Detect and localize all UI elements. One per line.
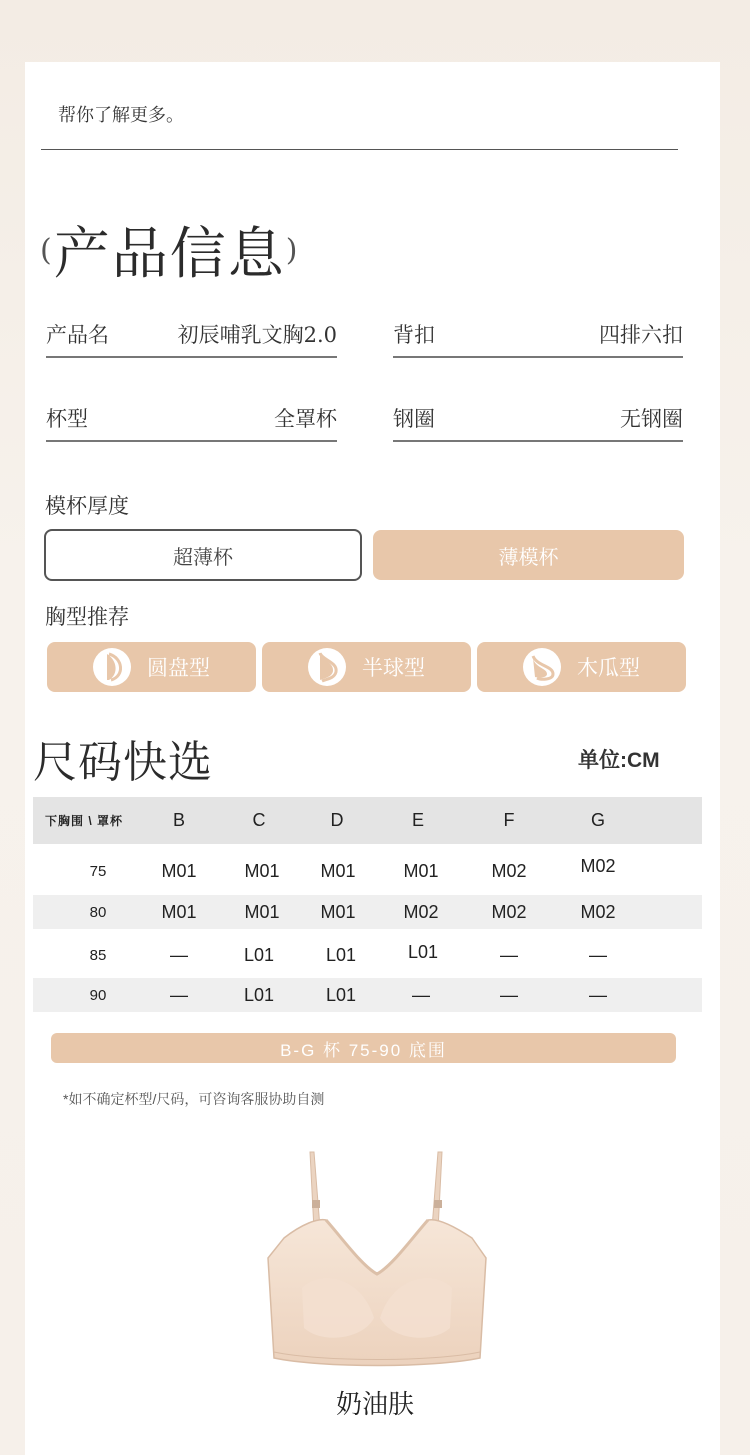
size-cell: M01 <box>161 860 197 881</box>
info-underwire <box>393 402 683 442</box>
size-cell: M01 <box>320 860 356 881</box>
band-label: 75 <box>89 862 107 880</box>
shape-label: 木瓜型 <box>577 656 640 680</box>
size-cell: M01 <box>320 901 356 922</box>
size-cell: — <box>589 984 607 1005</box>
size-cell: M02 <box>580 901 616 922</box>
heading-paren-open: ( <box>40 232 54 268</box>
breast-shape-label: 胸型推荐 <box>45 605 129 629</box>
cup-header: F <box>503 810 515 830</box>
shape-hemisphere[interactable] <box>262 642 471 692</box>
round-breast-icon <box>93 648 131 686</box>
size-cell: — <box>500 984 518 1005</box>
info-label: 杯型 <box>46 407 88 431</box>
thickness-label: 模杯厚度 <box>45 494 129 518</box>
size-cell: L01 <box>243 984 275 1005</box>
table-corner-header: 下胸围 \ 罩杯 <box>45 814 124 828</box>
info-value: 无钢圈 <box>620 407 683 431</box>
size-cell: M01 <box>244 860 280 881</box>
size-cell: M02 <box>491 901 527 922</box>
cup-header: E <box>411 810 424 830</box>
cup-header: G <box>590 810 605 830</box>
size-cell: — <box>412 984 430 1005</box>
size-range-bar: B-G 杯 75-90 底围 <box>51 1033 676 1063</box>
shape-label: 圆盘型 <box>147 656 210 680</box>
hemisphere-breast-icon <box>308 648 346 686</box>
info-back-clasp <box>393 318 683 358</box>
size-table-header <box>33 797 702 844</box>
heading-paren-close: ) <box>285 232 300 268</box>
band-label: 80 <box>89 903 107 921</box>
thickness-option-thin[interactable]: 薄模杯 <box>373 530 684 580</box>
size-cell: — <box>170 984 188 1005</box>
info-label: 钢圈 <box>393 407 435 431</box>
size-guide-title: 尺码快选 <box>33 737 213 788</box>
size-cell: M02 <box>491 860 527 881</box>
size-cell: L01 <box>325 944 357 965</box>
table-row <box>33 978 702 1012</box>
size-cell: L01 <box>325 984 357 1005</box>
size-cell: M02 <box>580 856 616 876</box>
divider <box>41 149 678 150</box>
info-label: 产品名 <box>46 323 109 347</box>
info-value: 四排六扣 <box>599 323 683 347</box>
info-cup-type <box>46 402 337 442</box>
size-cell: — <box>170 944 188 965</box>
table-row <box>33 852 702 890</box>
unit-label: 单位:CM <box>578 749 660 772</box>
info-product-name <box>46 318 337 358</box>
size-cell: L01 <box>407 942 439 962</box>
size-help-note: *如不确定杯型/尺码，可咨询客服协助自测 <box>63 1091 325 1107</box>
cup-header: C <box>252 810 266 830</box>
band-label: 90 <box>89 986 107 1004</box>
table-row <box>33 936 702 974</box>
info-label: 背扣 <box>393 323 435 347</box>
product-info-title: 产品信息 <box>53 222 286 287</box>
product-info-heading <box>40 210 299 290</box>
product-image <box>262 1148 492 1370</box>
thickness-option-ultra-thin[interactable]: 超薄杯 <box>44 529 362 581</box>
size-cell: M02 <box>403 901 439 922</box>
papaya-breast-icon <box>523 648 561 686</box>
shape-papaya[interactable] <box>477 642 686 692</box>
info-value: 初辰哺乳文胸2.0 <box>177 323 337 347</box>
info-value: 全罩杯 <box>274 407 337 431</box>
size-cell: — <box>589 944 607 965</box>
band-label: 85 <box>89 946 107 964</box>
product-color-name: 奶油肤 <box>335 1390 414 1420</box>
shape-round[interactable] <box>47 642 256 692</box>
size-cell: M01 <box>244 901 280 922</box>
table-row <box>33 895 702 929</box>
size-cell: M01 <box>403 860 439 881</box>
intro-text: 帮你了解更多。 <box>58 105 184 126</box>
size-cell: M01 <box>161 901 197 922</box>
cup-header: D <box>330 810 344 830</box>
size-cell: L01 <box>243 944 275 965</box>
shape-label: 半球型 <box>362 656 425 680</box>
cup-header: B <box>172 810 185 830</box>
size-cell: — <box>500 944 518 965</box>
